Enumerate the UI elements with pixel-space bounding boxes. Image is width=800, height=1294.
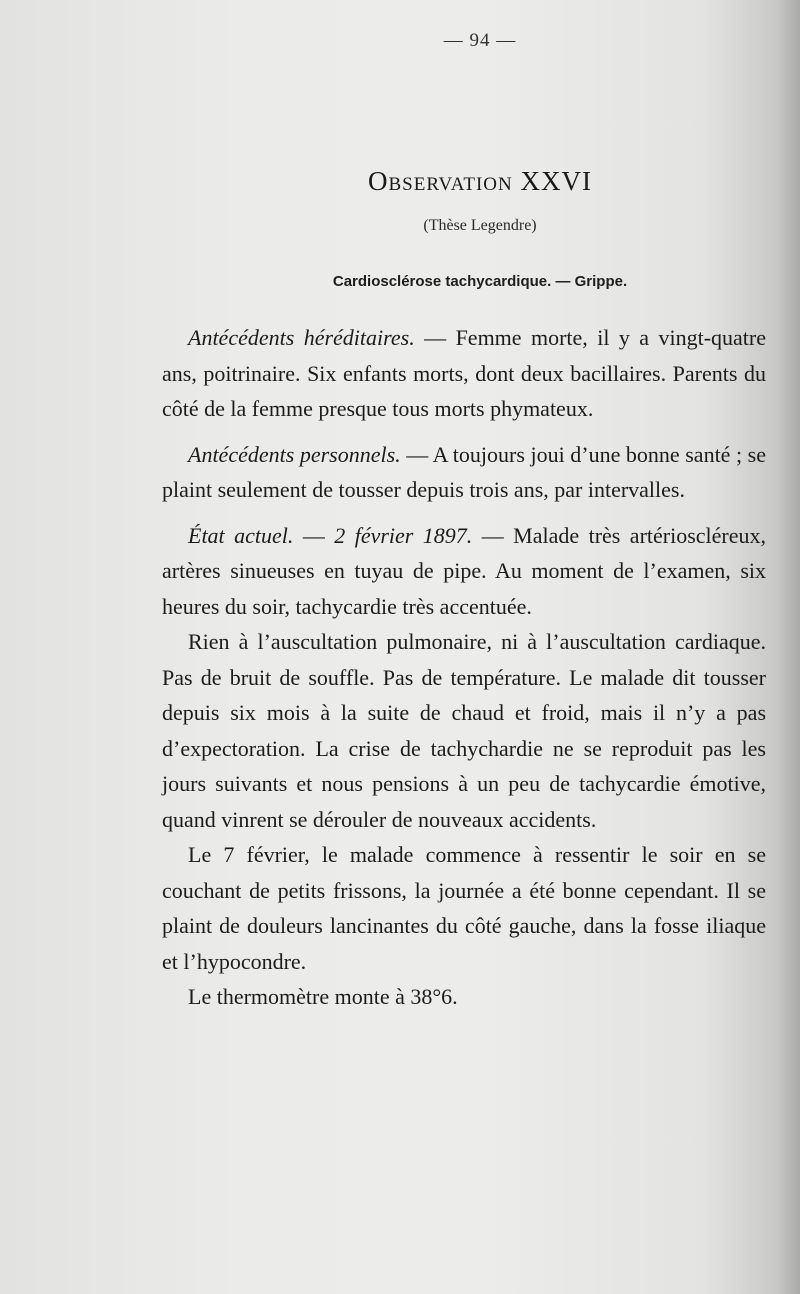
page-number: — 94 — — [443, 30, 517, 51]
paragraph-lead: Antécédents personnels. — [188, 441, 401, 467]
observation-title — [0, 166, 800, 197]
observation-subtitle: Cardiosclérose tachycardique. — Grippe. — [332, 273, 628, 290]
observation-body — [162, 320, 766, 1015]
paragraph-text: — Femme morte, il y a vingt-quatre ans, poitrinaire. Six enfants morts, dont deux bacillaires. Parents du côté de la femme presque tous morts phymateux. — [162, 325, 766, 421]
paragraph-thermometer: Le thermomètre monte à 38°6. — [188, 984, 458, 1009]
observation-title-number: XXVI — [520, 166, 592, 196]
observation-source: (Thèse Legendre) — [423, 217, 537, 234]
paragraph-hereditary — [162, 320, 766, 427]
paragraph-separator: — — [293, 522, 335, 548]
paragraph-lead: Antécédents héréditaires. — [188, 325, 415, 350]
paragraph-text: — A toujours joui d’une bonne santé ; se plaint seulement de tousser depuis trois ans, par intervalles. — [162, 441, 767, 502]
paragraph-lead: État actuel. — [188, 522, 294, 548]
paragraph-current-state — [162, 518, 766, 625]
paragraph-personal — [162, 437, 766, 508]
observation-title-prefix: Observation — [367, 166, 513, 196]
paragraph-text: — Malade très artérioscléreux, artères sinueuses en tuyau de pipe. Au moment de l’examen, six heures du soir, tachycardie très accentuée. — [162, 522, 767, 619]
paragraph-date: 2 février 1897. — [334, 522, 473, 548]
paragraph-february-7: Le 7 février, le malade commence à ressentir le soir en se couchant de petits frissons, la journée a été bonne cependant. Il se plaint de douleurs lancinantes du côté gauche, dans la fosse iliaque et l’hypocondre. — [162, 842, 766, 974]
paragraph-auscultation: Rien à l’auscultation pulmonaire, ni à l’auscultation cardiaque. Pas de bruit de souffle. Pas de température. Le malade dit tousser depuis six mois à la suite de chaud et froid, mais il n’y a pas d’expectoration. La crise de tachychardie ne se reproduit pas les jours suivants et nous pensions à un peu de tachycardie émotive, quand vinrent se dérouler de nouveaux accidents. — [162, 629, 766, 832]
